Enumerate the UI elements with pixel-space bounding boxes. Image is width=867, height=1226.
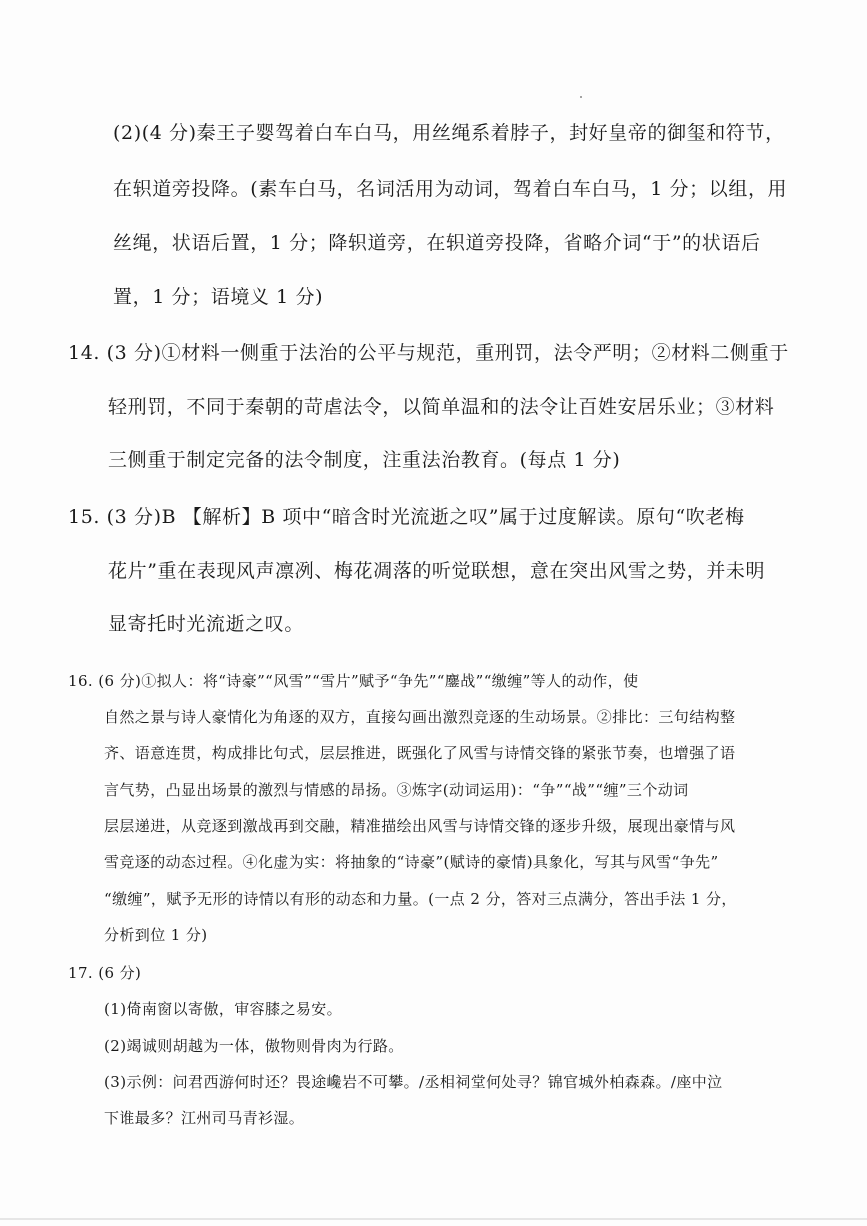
scan-speck (580, 96, 582, 98)
answer-16-line-5: 层层递进，从竞逐到激战再到交融，精准描绘出风雪与诗情交锋的逐步升级，展现出豪情与风 (104, 817, 736, 835)
answer-13-2-line-2: 在轵道旁投降。(素车白马，名词活用为动词，驾着白车白马，1 分；以组，用 (113, 178, 788, 200)
answer-14-line-2: 轻刑罚，不同于秦朝的苛虐法令，以简单温和的法令让百姓安居乐业；③材料 (108, 396, 775, 418)
answer-13-2-line-4: 置，1 分；语境义 1 分) (113, 286, 324, 308)
answer-14-line-1: 14. (3 分)①材料一侧重于法治的公平与规范，重刑罚，法令严明；②材料二侧重于 (68, 342, 789, 364)
answer-15-line-2: 花片”重在表现风声凛冽、梅花凋落的听觉联想，意在突出风雪之势，并未明 (108, 560, 766, 582)
answer-17-line-4: 下谁最多？江州司马青衫湿。 (104, 1109, 305, 1127)
answer-13-2-line-1: (2)(4 分)秦王子婴驾着白车白马，用丝绳系着脖子，封好皇帝的御玺和符节， (113, 122, 785, 144)
answer-13-2-line-3: 丝绳，状语后置，1 分；降轵道旁，在轵道旁投降，省略介词“于”的状语后 (113, 232, 761, 254)
answer-16-line-3: 齐、语意连贯，构成排比句式，层层推进，既强化了风雪与诗情交锋的紧张节奏，也增强了语 (104, 744, 736, 762)
answer-16-line-7: “缴缠”，赋予无形的诗情以有形的动态和力量。(一点 2 分，答对三点满分，答出手法 1 分， (104, 890, 737, 908)
answer-17-heading: 17. (6 分) (68, 964, 142, 982)
page-bottom-edge (0, 1218, 867, 1220)
answer-17-line-3: (3)示例：问君西游何时还？畏途巉岩不可攀。/丞相祠堂何处寻？锦官城外柏森森。/座中泣 (104, 1073, 723, 1091)
answer-16-line-8: 分析到位 1 分) (104, 926, 208, 944)
answer-16-line-2: 自然之景与诗人豪情化为角逐的双方，直接勾画出激烈竞逐的生动场景。②排比：三句结构整 (104, 708, 736, 726)
answer-14-line-3: 三侧重于制定完备的法令制度，注重法治教育。(每点 1 分) (108, 449, 621, 471)
answer-15-line-3: 显寄托时光流逝之叹。 (108, 613, 305, 635)
answer-17-line-2: (2)竭诚则胡越为一体，傲物则骨肉为行路。 (104, 1037, 404, 1055)
answer-15-line-1: 15. (3 分)B 【解析】B 项中“暗含时光流逝之叹”属于过度解读。原句“吹老梅 (68, 506, 745, 528)
answer-17-line-1: (1)倚南窗以寄傲，审容膝之易安。 (104, 1000, 343, 1018)
answer-16-line-4: 言气势，凸显出场景的激烈与情感的昂扬。③炼字(动词运用)：“争”“战”“缠”三个动词 (104, 781, 689, 799)
answer-16-line-6: 雪竞逐的动态过程。④化虚为实：将抽象的“诗豪”(赋诗的豪情)具象化，写其与风雪“争先” (104, 853, 719, 871)
answer-16-line-1: 16. (6 分)①拟人：将“诗豪”“风雪”“雪片”赋予“争先”“鏖战”“缴缠”等人的动作，使 (68, 672, 639, 690)
